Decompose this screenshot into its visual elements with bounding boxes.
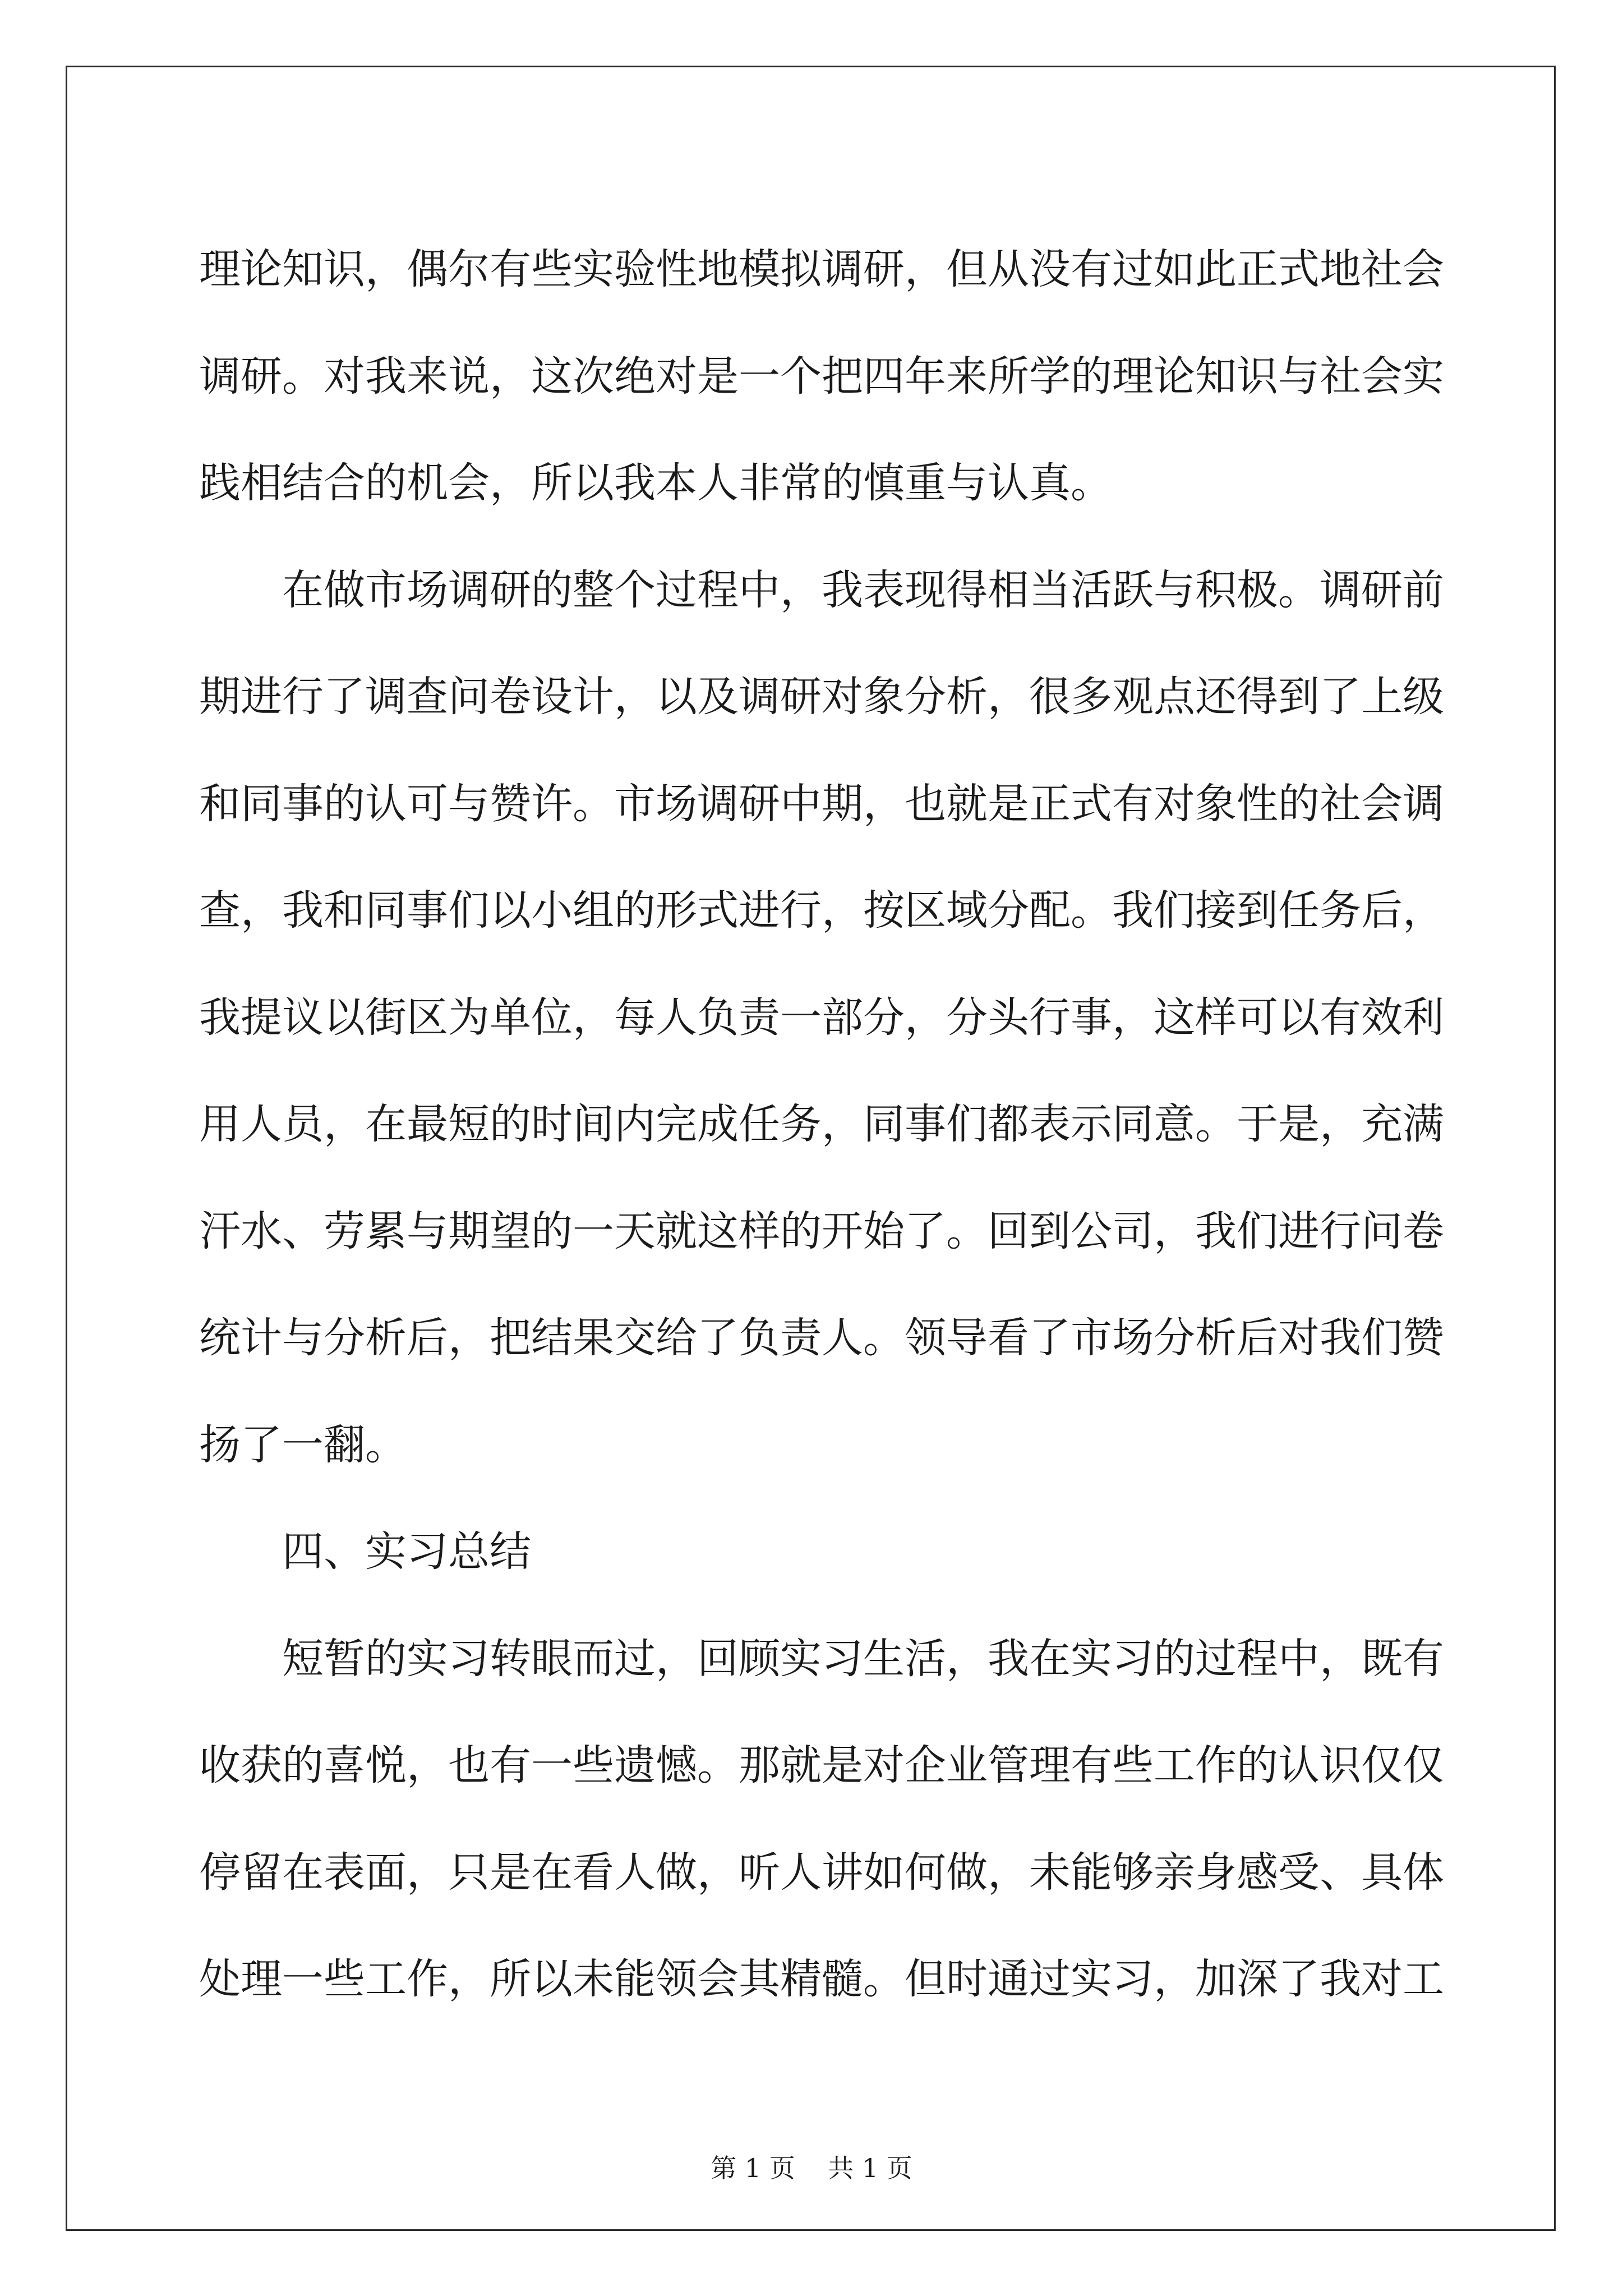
text-line: 扬了一翻。 bbox=[199, 1420, 407, 1469]
text-line: 收获的喜悦，也有一些遗憾。那就是对企业管理有些工作的认识仅仅 bbox=[199, 1741, 1444, 1789]
text-line: 期进行了调查问卷设计，以及调研对象分析，很多观点还得到了上级 bbox=[199, 673, 1444, 721]
text-line: 处理一些工作，所以未能领会其精髓。但时通过实习，加深了我对工 bbox=[199, 1955, 1444, 2003]
text-line: 我提议以街区为单位，每人负责一部分，分头行事，这样可以有效利 bbox=[199, 993, 1444, 1042]
document-body bbox=[199, 216, 1444, 2033]
section-heading: 四、实习总结 bbox=[282, 1527, 531, 1576]
text-line: 在做市场调研的整个过程中，我表现得相当活跃与积极。调研前 bbox=[282, 565, 1444, 614]
text-line: 践相结合的机会，所以我本人非常的慎重与认真。 bbox=[199, 459, 1112, 507]
text-line: 用人员，在最短的时间内完成任务，同事们都表示同意。于是，充满 bbox=[199, 1100, 1444, 1148]
text-line: 统计与分析后，把结果交给了负责人。领导看了市场分析后对我们赞 bbox=[199, 1314, 1444, 1362]
text-line: 和同事的认可与赞许。市场调研中期，也就是正式有对象性的社会调 bbox=[199, 779, 1444, 828]
text-line: 理论知识，偶尔有些实验性地模拟调研，但从没有过如此正式地社会 bbox=[199, 245, 1444, 293]
text-line: 短暂的实习转眼而过，回顾实习生活，我在实习的过程中，既有 bbox=[282, 1634, 1444, 1683]
text-line: 汗水、劳累与期望的一天就这样的开始了。回到公司，我们进行问卷 bbox=[199, 1207, 1444, 1255]
text-line: 查，我和同事们以小组的形式进行，按区域分配。我们接到任务后， bbox=[199, 886, 1444, 935]
page-number-footer: 第 1 页 共 1 页 bbox=[711, 2153, 912, 2183]
text-line: 调研。对我来说，这次绝对是一个把四年来所学的理论知识与社会实 bbox=[199, 352, 1444, 401]
text-line: 停留在表面，只是在看人做，听人讲如何做，未能够亲身感受、具体 bbox=[199, 1848, 1444, 1897]
